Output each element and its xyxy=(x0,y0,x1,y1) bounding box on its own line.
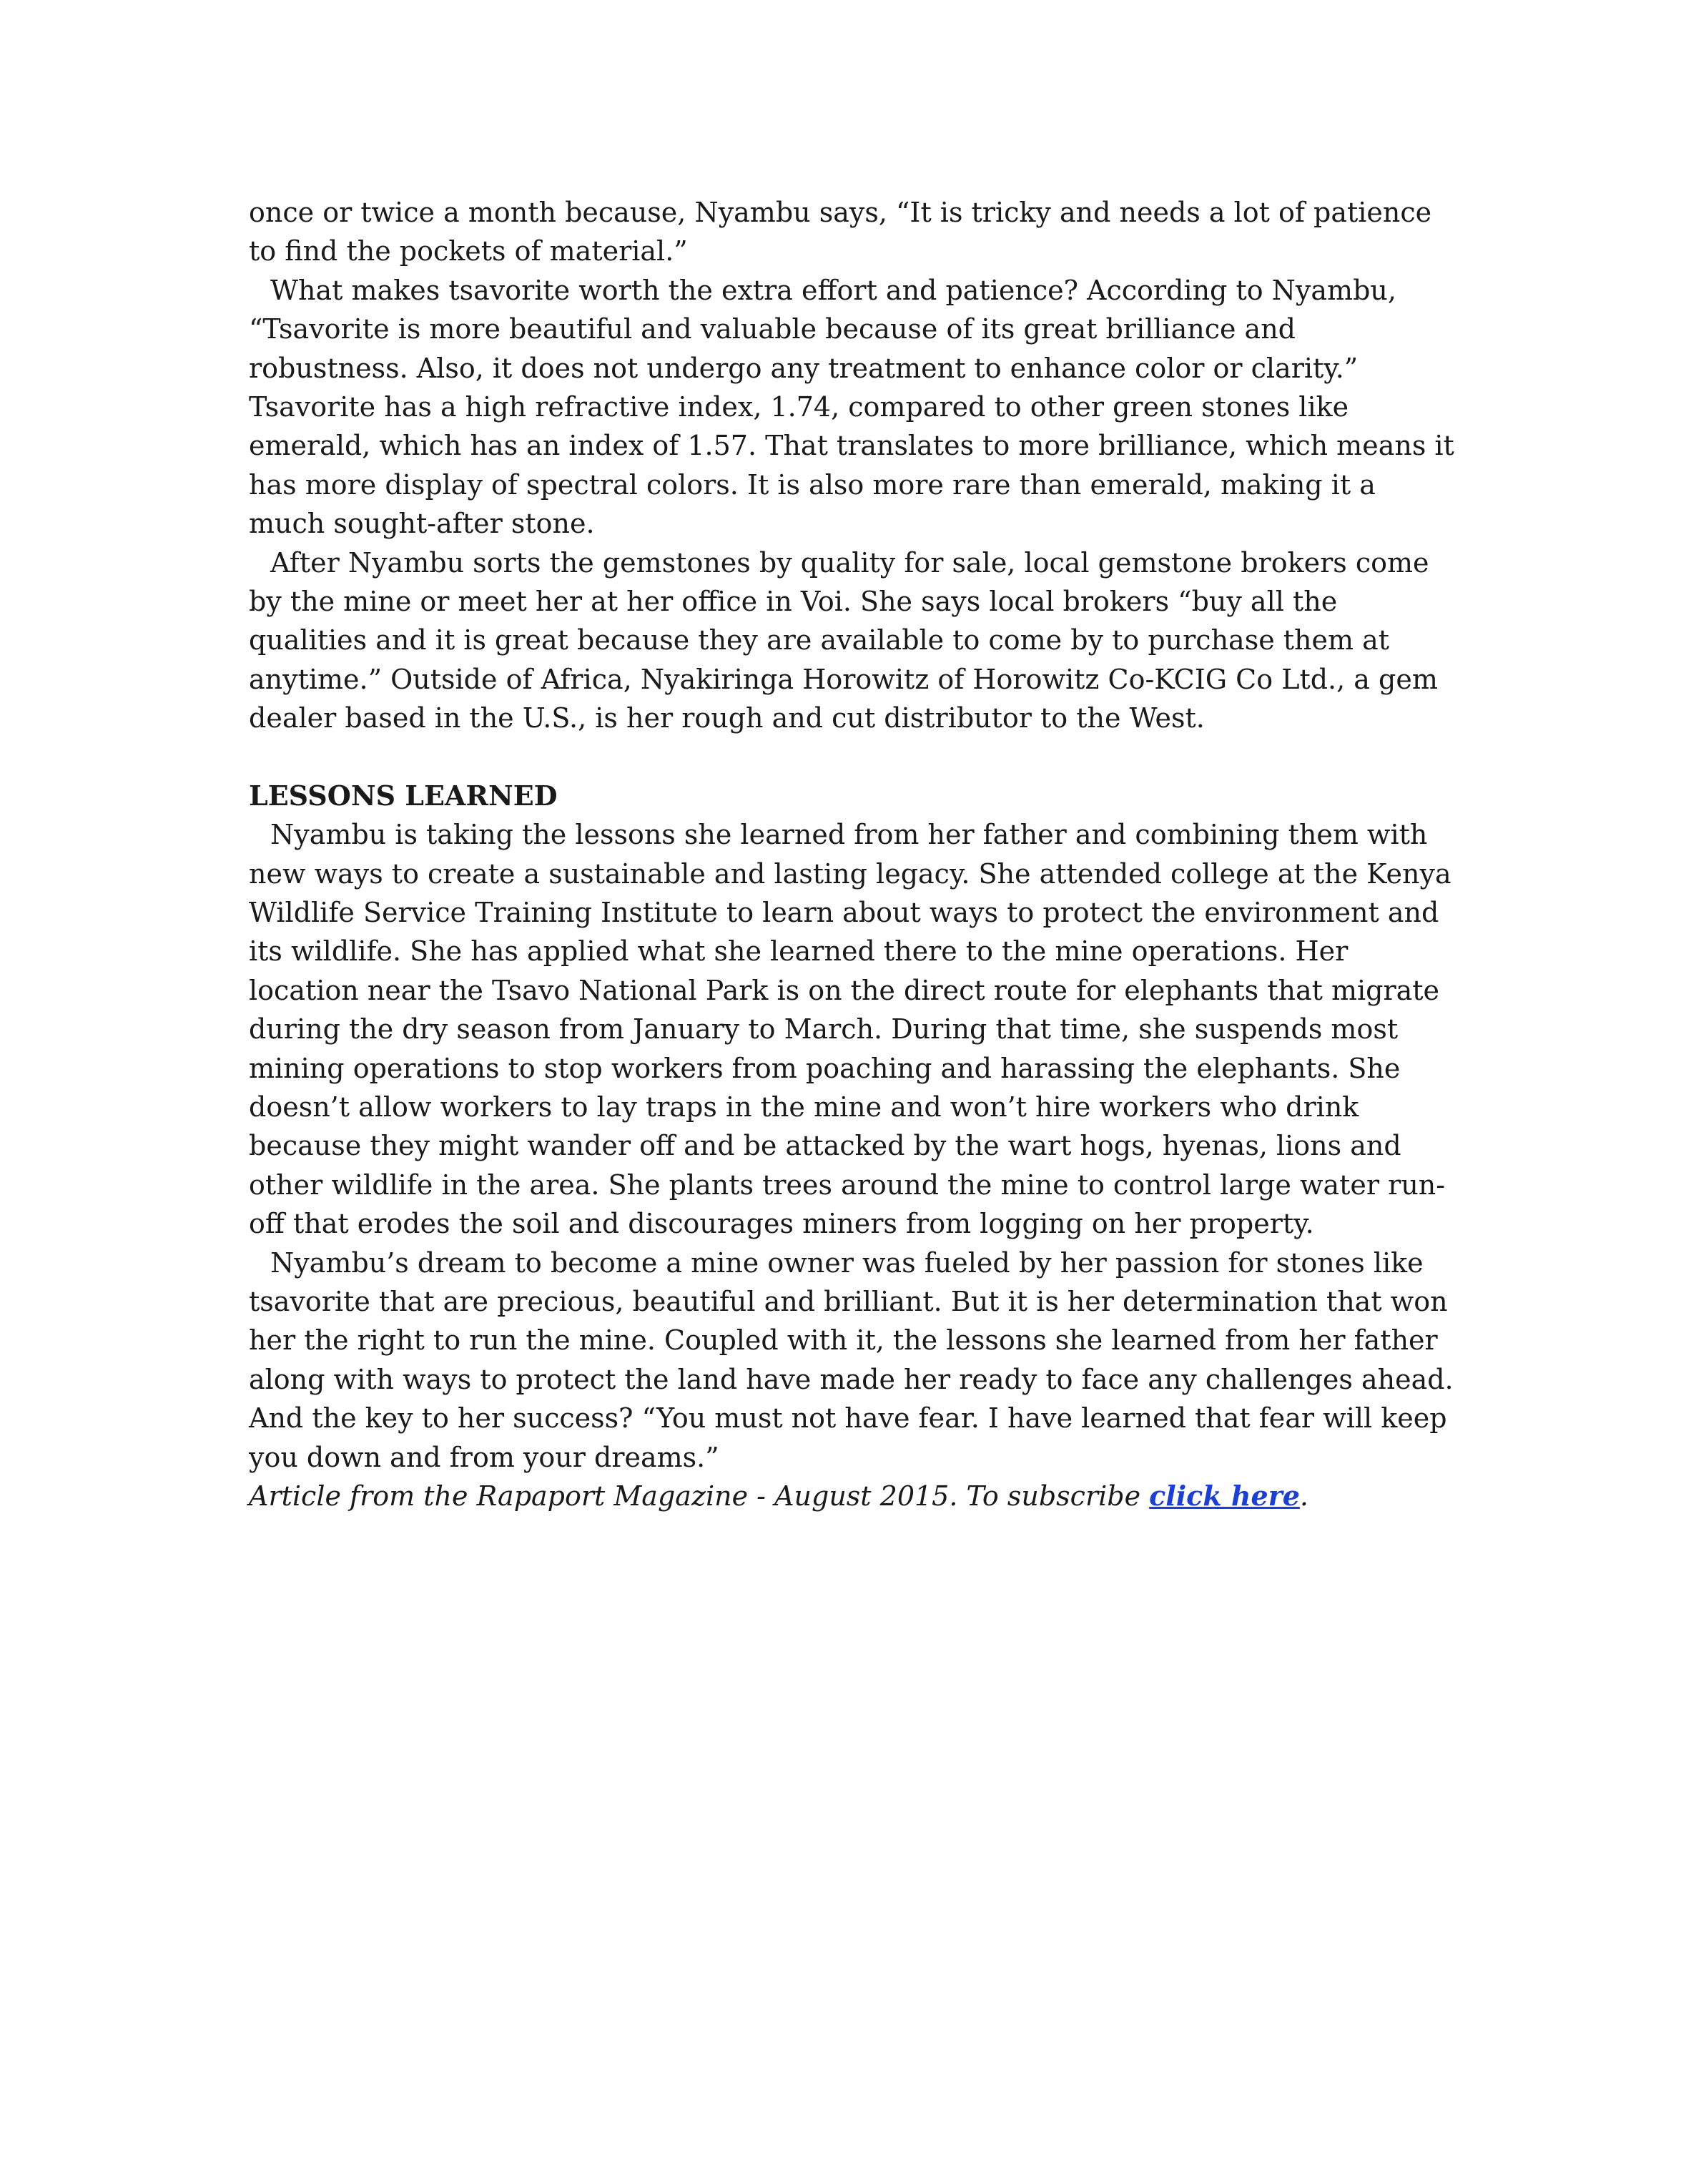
article-page xyxy=(249,193,1457,1515)
subscribe-link[interactable]: click here xyxy=(1149,1480,1300,1512)
credit-trailing: . xyxy=(1299,1480,1308,1512)
paragraph-dream: Nyambu’s dream to become a mine owner was fueled by her passion for stones like tsavorite that are precious, beautiful and brilliant. But it is her determination that won her the right to run the mine. Coupled with it, the lessons she learned from her father along with ways to protect the land have made her ready to face any challenges ahead. And the key to her success? “You must not have fear. I have learned that fear will keep you down and from your dreams.” xyxy=(249,1246,1454,1473)
article-credit xyxy=(249,1477,1457,1515)
credit-text: Article from the Rapaport Magazine - August 2015. To subscribe xyxy=(249,1480,1150,1512)
paragraph-brokers: After Nyambu sorts the gemstones by quality for sale, local gemstone brokers come by the mine or meet her at her office in Voi. She says local brokers “buy all the qualities and it is great because they are available to come by to purchase them at anytime.” Outside of Africa, Nyakiringa Horowitz of Horowitz Co-KCIG Co Ltd., a gem dealer based in the U.S., is her rough and cut distributor to the West. xyxy=(249,546,1438,734)
section-heading: LESSONS LEARNED xyxy=(249,779,558,812)
paragraph-tsavorite-value: What makes tsavorite worth the extra effort and patience? According to Nyambu, “Tsavorite is more beautiful and valuable because of its great brilliance and robustness. Also, it does not undergo any treatment to enhance color or clarity.” Tsavorite has a high refractive index, 1.74, compared to other green stones like emerald, which has an index of 1.57. That translates to more brilliance, which means it has more display of spectral colors. It is also more rare than emerald, making it a much sought-after stone. xyxy=(249,274,1454,540)
paragraph-continuation: once or twice a month because, Nyambu says, “It is tricky and needs a lot of patience to find the pockets of material.” xyxy=(249,197,1432,267)
paragraph-lessons: Nyambu is taking the lessons she learned from her father and combining them with new ways to create a sustainable and lasting legacy. She attended college at the Kenya Wildlife Service Training Institute to learn about ways to protect the environment and its wildlife. She has applied what she learned there to the mine operations. Her location near the Tsavo National Park is on the direct route for elephants that migrate during the dry season from January to March. During that time, she suspends most mining operations to stop workers from poaching and harassing the elephants. She doesn’t allow workers to lay traps in the mine and won’t hire workers who drink because they might wander off and be attacked by the wart hogs, hyenas, lions and other wildlife in the area. She plants trees around the mine to control large water run-off that erodes the soil and discourages miners from logging on her property. xyxy=(249,819,1451,1240)
